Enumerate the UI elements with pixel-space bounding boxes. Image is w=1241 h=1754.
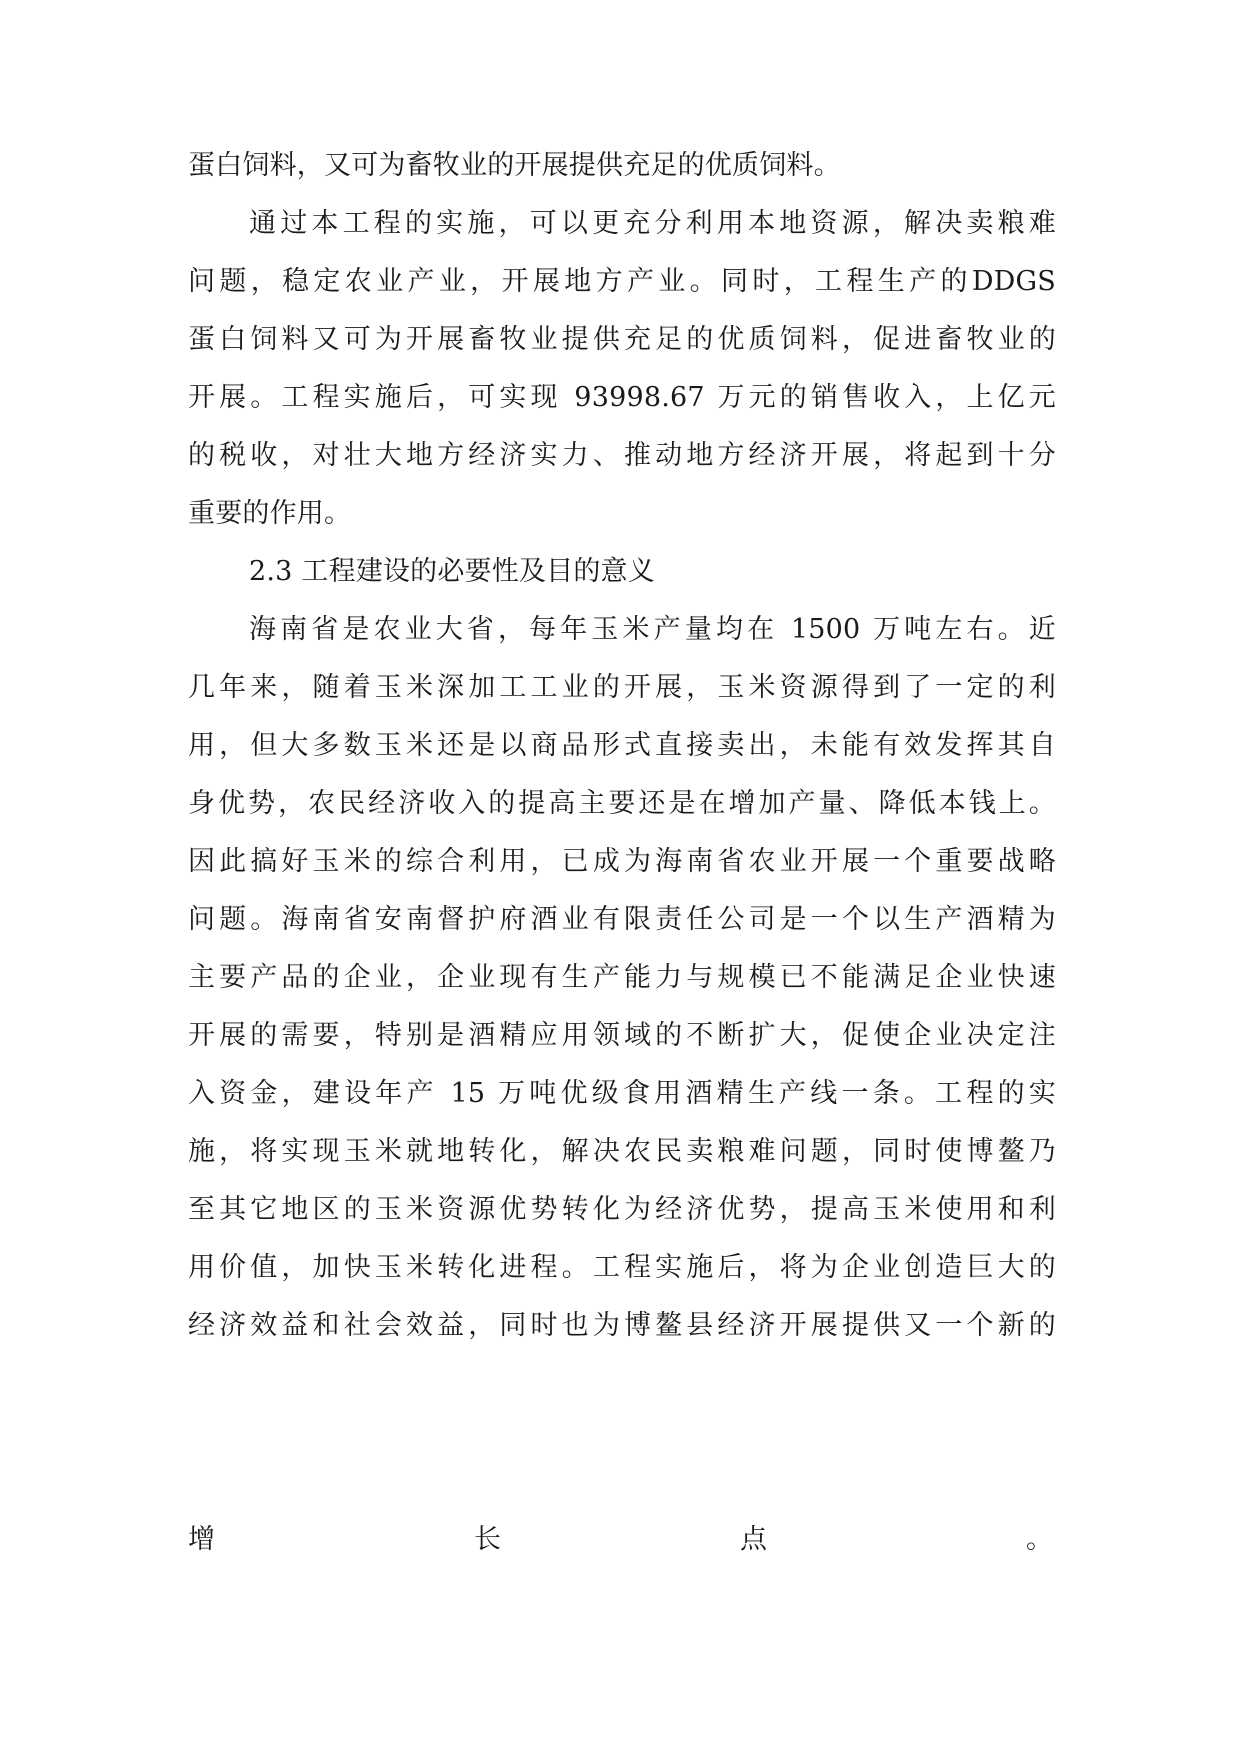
text-line: 问题。海南省安南督护府酒业有限责任公司是一个以生产酒精为: [188, 904, 1056, 935]
text-line: 的税收，对壮大地方经济实力、推动地方经济开展，将起到十分: [188, 440, 1056, 471]
text-line: 至其它地区的玉米资源优势转化为经济优势，提高玉米使用和利: [188, 1194, 1056, 1225]
text-line: 开展。工程实施后，可实现 93998.67 万元的销售收入，上亿元: [188, 382, 1056, 413]
paragraph-first-line: 海南省是农业大省，每年玉米产量均在 1500 万吨左右。近: [249, 614, 1056, 645]
text-line: 施，将实现玉米就地转化，解决农民卖粮难问题，同时使博鳌乃: [188, 1136, 1056, 1167]
text-line: 入资金，建设年产 15 万吨优级食用酒精生产线一条。工程的实: [188, 1078, 1056, 1109]
text-line: 用价值，加快玉米转化进程。工程实施后，将为企业创造巨大的: [188, 1252, 1056, 1283]
final-line-char: 长: [474, 1524, 501, 1555]
text-line: 蛋白饲料又可为开展畜牧业提供充足的优质饲料，促进畜牧业的: [188, 324, 1056, 355]
final-line-char: 。: [1026, 1524, 1053, 1555]
text-line: 经济效益和社会效益，同时也为博鳌县经济开展提供又一个新的: [188, 1310, 1056, 1341]
text-line: 重要的作用。: [188, 498, 352, 529]
text-line: 开展的需要，特别是酒精应用领域的不断扩大，促使企业决定注: [188, 1020, 1056, 1051]
text-line: 身优势，农民经济收入的提高主要还是在增加产量、降低本钱上。: [188, 788, 1056, 819]
text-line: 蛋白饲料，又可为畜牧业的开展提供充足的优质饲料。: [188, 150, 841, 181]
final-line-char: 增: [188, 1524, 215, 1555]
text-line: 几年来，随着玉米深加工工业的开展，玉米资源得到了一定的利: [188, 672, 1056, 703]
text-line: 问题，稳定农业产业，开展地方产业。同时，工程生产的DDGS: [188, 266, 1056, 297]
paragraph-first-line: 通过本工程的实施，可以更充分利用本地资源，解决卖粮难: [249, 208, 1056, 239]
text-line: 用，但大多数玉米还是以商品形式直接卖出，未能有效发挥其自: [188, 730, 1056, 761]
text-line: 因此搞好玉米的综合利用，已成为海南省农业开展一个重要战略: [188, 846, 1056, 877]
final-line-char: 点: [740, 1524, 767, 1555]
text-line: 主要产品的企业，企业现有生产能力与规模已不能满足企业快速: [188, 962, 1056, 993]
section-heading: 2.3 工程建设的必要性及目的意义: [249, 556, 655, 587]
